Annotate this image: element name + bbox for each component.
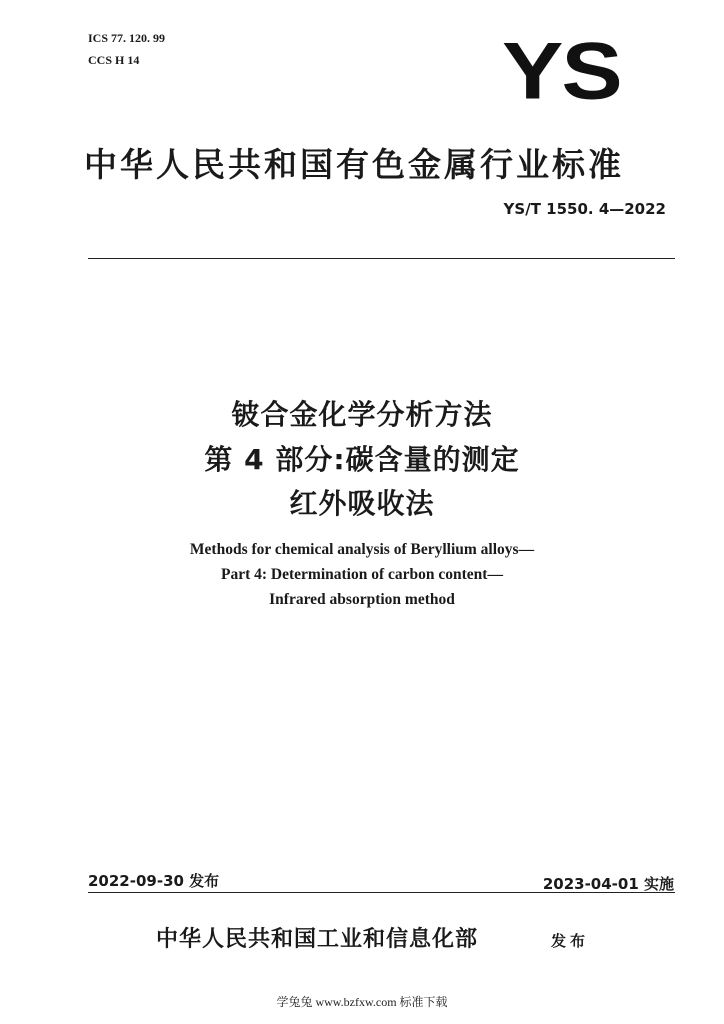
english-title-line-1: Methods for chemical analysis of Beryllium alloys— bbox=[189, 541, 535, 558]
bottom-divider bbox=[88, 892, 675, 893]
footer-watermark-text: 学兔兔 www.bzfxw.com 标准下载 bbox=[276, 995, 448, 1009]
issue-date: 2022-09-30 发布 bbox=[88, 872, 220, 890]
english-title-line-2: Part 4: Determination of carbon content— bbox=[221, 566, 503, 583]
implementation-date: 2023-04-01 实施 bbox=[542, 875, 674, 893]
organization-title: 中华人民共和国有色金属行业标准 bbox=[84, 145, 624, 184]
ics-code: ICS 77. 120. 99 bbox=[88, 31, 166, 45]
standard-number: YS/T 1550. 4—2022 bbox=[503, 200, 666, 218]
ys-logo: YS bbox=[502, 26, 621, 117]
issuing-action: 发布 bbox=[551, 932, 590, 950]
chinese-title-line-2: 第 4 部分:碳含量的测定 bbox=[204, 443, 520, 476]
ccs-code: CCS H 14 bbox=[88, 53, 140, 67]
top-divider bbox=[88, 258, 675, 259]
chinese-title-line-1: 铍合金化学分析方法 bbox=[231, 398, 493, 431]
chinese-title-line-3: 红外吸收法 bbox=[289, 487, 435, 520]
issuing-authority: 中华人民共和国工业和信息化部 bbox=[156, 926, 479, 951]
english-title-line-3: Infrared absorption method bbox=[269, 591, 455, 608]
